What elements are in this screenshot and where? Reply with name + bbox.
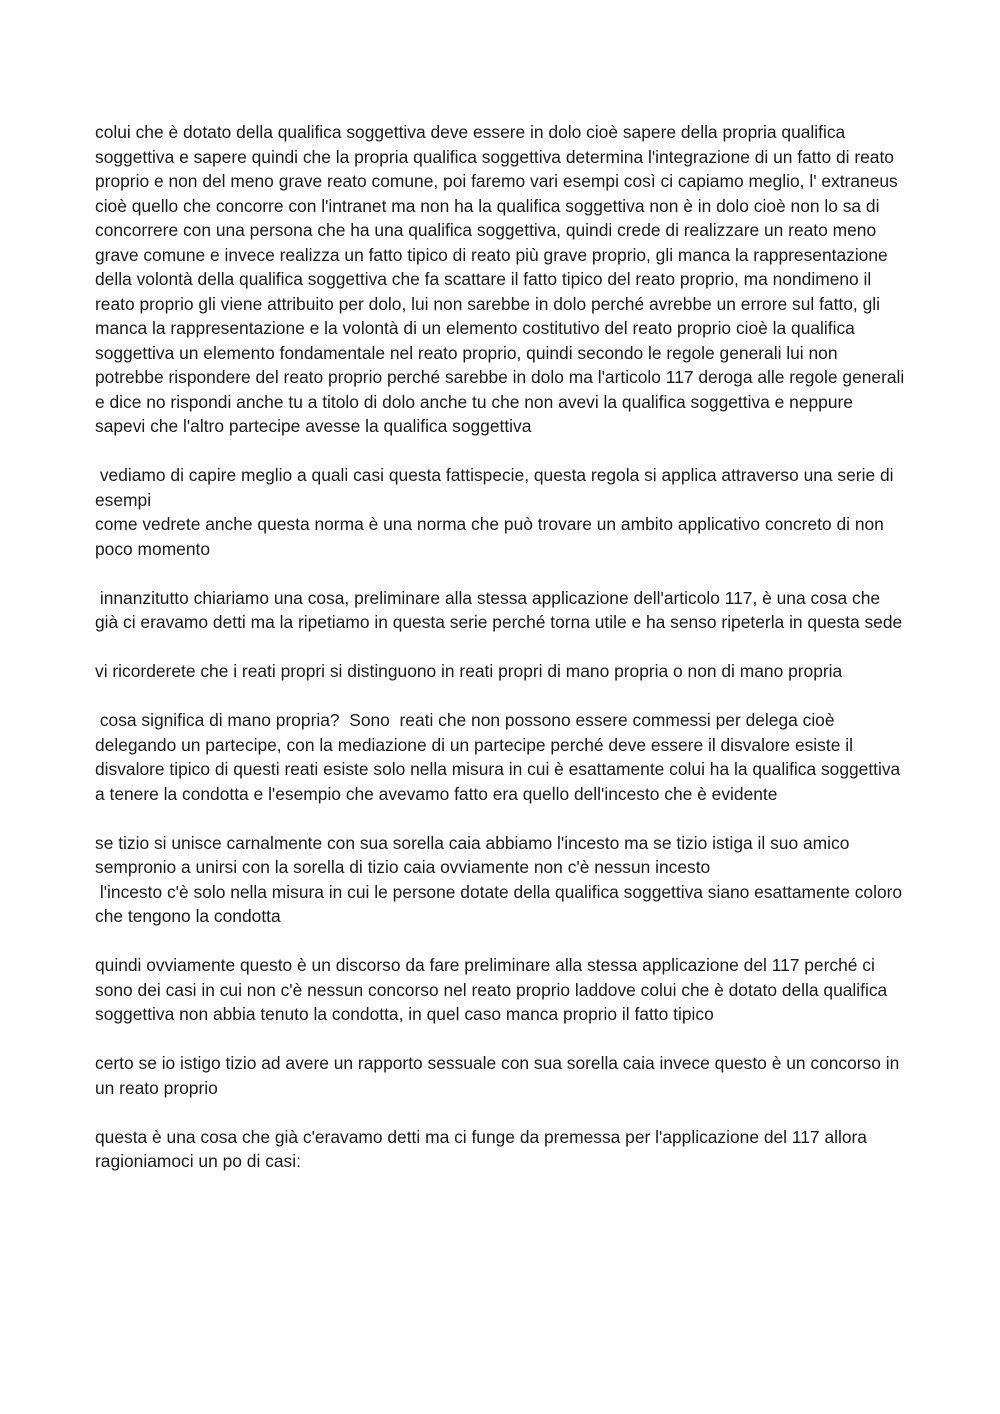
paragraph-esempio-incesto: se tizio si unisce carnalmente con sua sorella caia abbiamo l'incesto ma se tizio istiga il suo amico sempronio a unirsi con la sorella di tizio caia ovviamente non c'è nessun incesto [95, 832, 855, 877]
paragraph-innanzitutto: innanzitutto chiariamo una cosa, preliminare alla stessa applicazione dell'articolo 117, è una cosa che già ci eravamo detti ma la ripetiamo in questa serie perché torna utile e ha senso ripeterla in questa sede [95, 587, 903, 632]
paragraph-come-vedrete: come vedrete anche questa norma è una norma che può trovare un ambito applicativo concreto di non poco momento [95, 514, 889, 559]
document-page [95, 120, 910, 1174]
paragraph-discorso-preliminare: quindi ovviamente questo è un discorso da fare preliminare alla stessa applicazione del 117 perché ci sono dei casi in cui non c'è nessun concorso nel reato proprio laddove colui che è dotato della qualifica soggettiva non abbia tenuto la condotta, in quel caso manca proprio il fatto tipico [95, 955, 893, 1024]
paragraph-qualifica-soggettiva: colui che è dotato della qualifica soggettiva deve essere in dolo cioè sapere della propria qualifica soggettiva e sapere quindi che la propria qualifica soggettiva determina l'integrazione di un fatto di reato proprio e non del meno grave reato comune, poi faremo vari esempi così ci capiamo meglio, l' extraneus cioè quello che concorre con l'intranet ma non ha la qualifica soggettiva non è in dolo cioè non lo sa di concorrere con una persona che ha una qualifica soggettiva, quindi crede di realizzare un reato meno grave comune e invece realizza un fatto tipico di reato più grave proprio, gli manca la rappresentazione della volontà della qualifica soggettiva che fa scattare il fatto tipico del reato proprio, ma nondimeno il reato proprio gli viene attribuito per dolo, lui non sarebbe in dolo perché avrebbe un errore sul fatto, gli manca la rappresentazione e la volontà di un elemento costitutivo del reato proprio cioè la qualifica soggettiva un elemento fondamentale nel reato proprio, quindi secondo le regole generali lui non potrebbe rispondere del reato proprio perché sarebbe in dolo ma l'articolo 117 deroga alle regole generali e dice no rispondi anche tu a titolo di dolo anche tu che non avevi la qualifica soggettiva e neppure sapevi che l'altro partecipe avesse la qualifica soggettiva [95, 122, 910, 436]
paragraph-vediamo: vediamo di capire meglio a quali casi questa fattispecie, questa regola si applica attraverso una serie di esempi [95, 465, 899, 510]
paragraph-reati-propri: vi ricorderete che i reati propri si distinguono in reati propri di mano propria o non di mano propria [95, 661, 843, 681]
paragraph-istigo-tizio: certo se io istigo tizio ad avere un rapporto sessuale con sua sorella caia invece questo è un concorso in un reato proprio [95, 1053, 905, 1098]
paragraph-premessa: questa è una cosa che già c'eravamo detti ma ci funge da premessa per l'applicazione del 117 allora ragioniamoci un po di casi: [95, 1126, 872, 1171]
paragraph-incesto-condotta: l'incesto c'è solo nella misura in cui le persone dotate della qualifica soggettiva siano esattamente coloro che tengono la condotta [95, 881, 907, 926]
paragraph-mano-propria: cosa significa di mano propria? Sono reati che non possono essere commessi per delega cioè delegando un partecipe, con la mediazione di un partecipe perché deve essere il disvalore esiste il disvalore tipico di questi reati esiste solo nella misura in cui è esattamente colui ha la qualifica soggettiva a tenere la condotta e l'esempio che avevamo fatto era quello dell'incesto che è evidente [95, 710, 906, 804]
